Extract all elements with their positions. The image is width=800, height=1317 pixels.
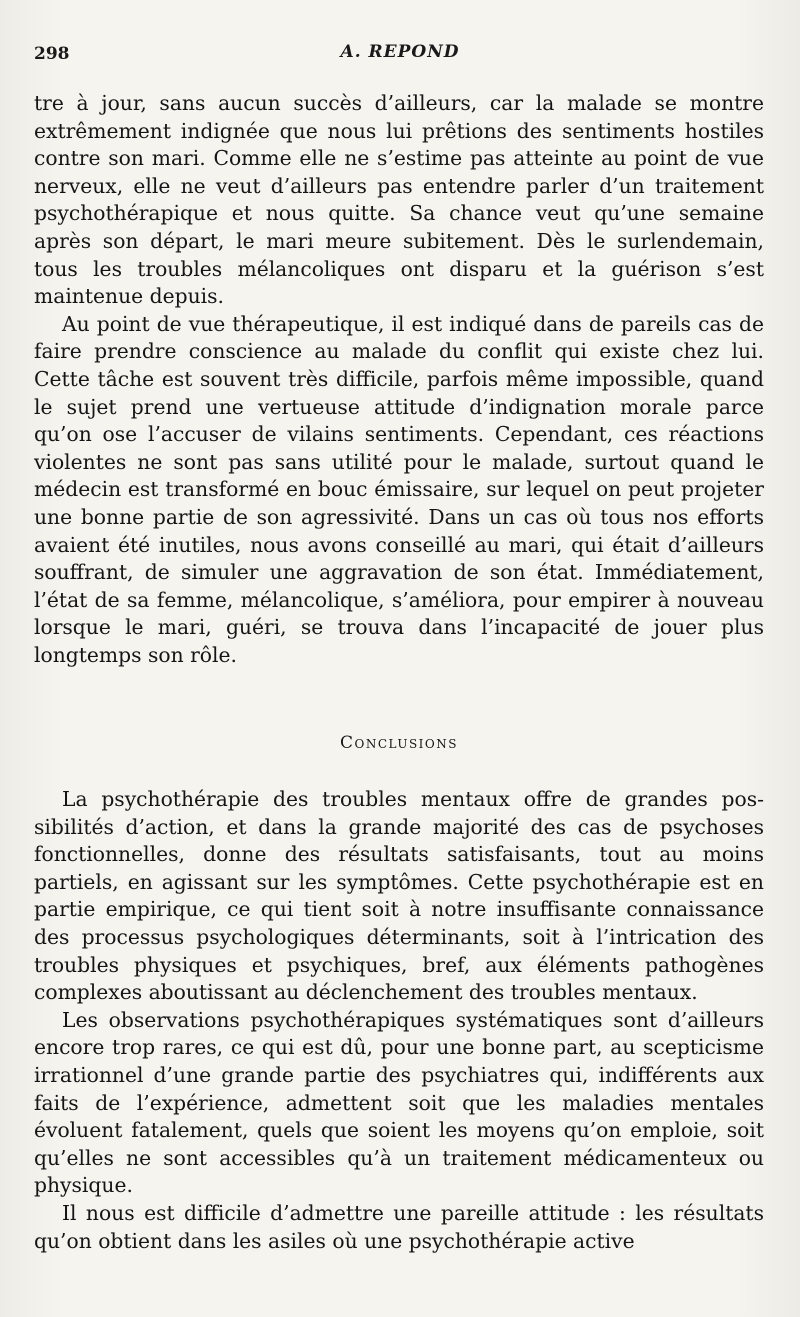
paragraph-continuation: tre à jour, sans aucun succès d’ailleurs, car la malade se montre extrêmement indignée que nous lui prêtions des sentiments hostiles contre son mari. Comme elle ne s’estime pas atteinte au point de vue nerveux, elle ne veut d’ailleurs pas entendre parler d’un traitement psychothérapique et nous quitte. Sa chance veut qu’une semaine après son départ, le mari meure subitement. Dès le surlendemain, tous les troubles mélancoliques ont disparu et la guérison s’est maintenue depuis.	[34, 91, 764, 309]
paragraph-conclusions-2: Les observations psychothérapiques systématiques sont d’ailleurs encore trop rares, ce qui est dû, pour une bonne part, au scepticisme irrationnel d’une grande partie des psychiatres qui, indifférents aux faits de l’expérience, admettent soit que les maladies mentales évoluent fatalement, quels que soient les moyens qu’on emploie, soit qu’elles ne sont accessibles qu’à un traitement médicamenteux ou physique.	[34, 1007, 764, 1198]
page-number: 298	[34, 44, 70, 64]
paragraph-therapeutic: Au point de vue thérapeutique, il est indiqué dans de pareils cas de faire prendre conscience au malade du conflit qui existe chez lui. Cette tâche est souvent très difficile, parfois même impossible, quand le sujet prend une vertueuse attitude d’indignation morale parce qu’on ose l’accuser de vilains sentiments. Cependant, ces réactions violentes ne sont pas sans utilité pour le malade, surtout quand le médecin est transformé en bouc émissaire, sur lequel on peut projeter une bonne partie de son agressivité. Dans un cas où tous nos efforts avaient été inutiles, nous avons conseillé au mari, qui était d’ailleurs souffrant, de simuler une aggravation de son état. Immédiatement, l’état de sa femme, mélancolique, s’améliora, pour empirer à nouveau lorsque le mari, guéri, se trouva dans l’incapacité de jouer plus longtemps son rôle.	[34, 311, 764, 667]
paragraph-conclusions-1: La psychothérapie des troubles mentaux offre de grandes possibilités d’action, et dans la grande majorité des cas de psychoses fonctionnelles, donne des résultats satisfaisants, tout au moins partiels, en agissant sur les symptômes. Cette psychothérapie est en partie empirique, ce qui tient soit à notre insuffisante connaissance des processus psychologiques déterminants, soit à l’intrication des troubles physiques et psychiques, bref, aux éléments pathogènes complexes aboutissant au déclenchement des troubles mentaux.	[34, 787, 764, 1005]
running-title: A. REPOND	[340, 42, 460, 62]
running-head	[34, 38, 766, 68]
paragraph-conclusions-3: Il nous est difficile d’admettre une pareille attitude : les résultats qu’on obtient dans les asiles où une psychothérapie active	[34, 1200, 764, 1253]
body-text-section-one	[34, 90, 764, 669]
section-heading-conclusions: Conclusions	[340, 733, 458, 753]
body-text-conclusions	[34, 786, 764, 1255]
